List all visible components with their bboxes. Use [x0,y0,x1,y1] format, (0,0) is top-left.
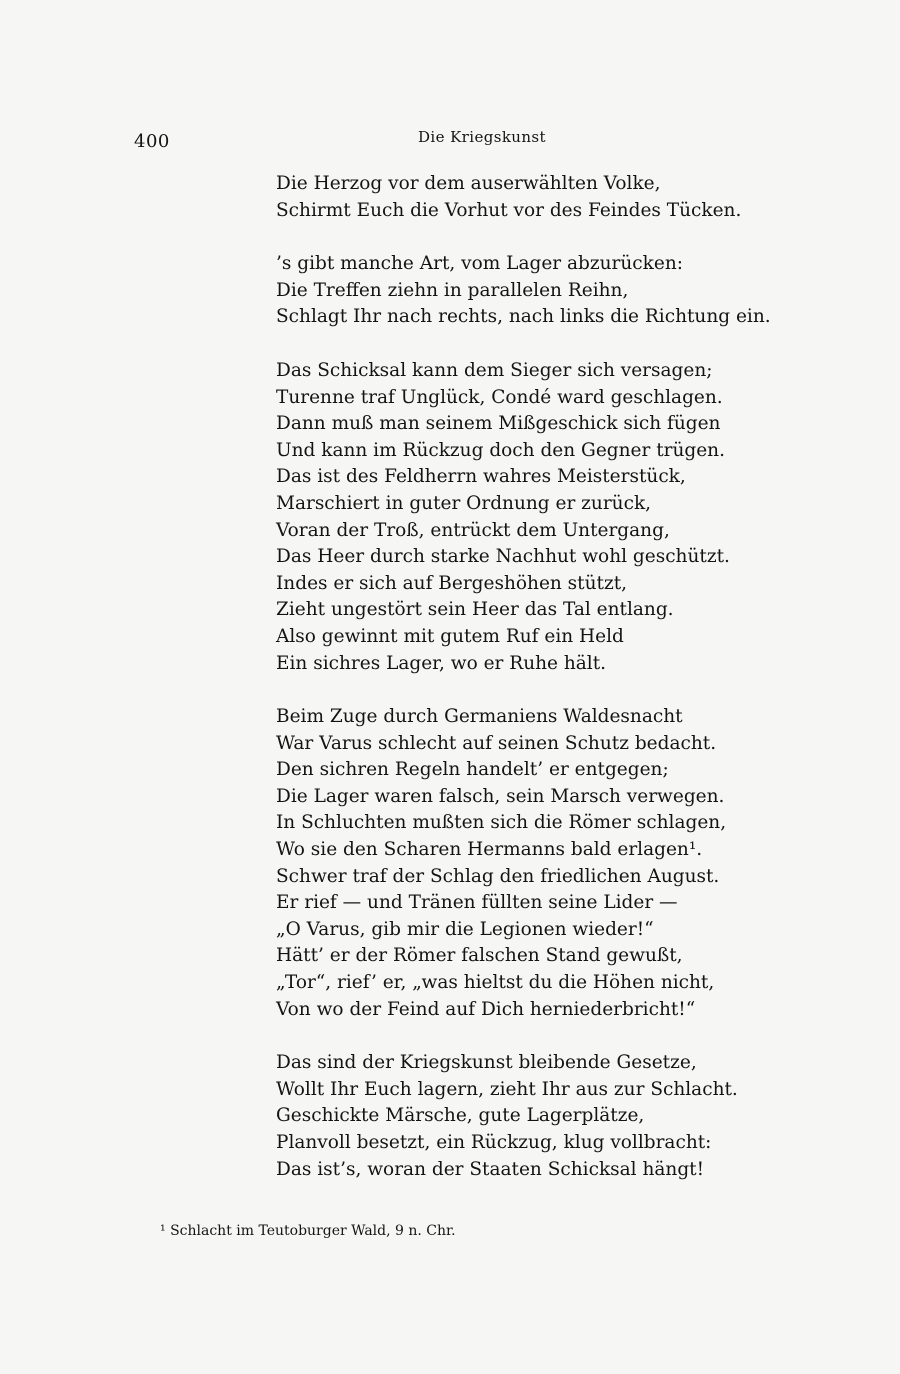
verse-line: Von wo der Feind auf Dich herniederbricht!“ [276,998,696,1020]
stanza [276,171,742,224]
verse-line: Geschickte Märsche, gute Lagerplätze, [276,1105,645,1127]
footnote: ¹ Schlacht im Teutoburger Wald, 9 n. Chr. [160,1223,456,1239]
verse-line: In Schluchten mußten sich die Römer schlagen, [276,812,727,834]
verse-line: Das ist’s, woran der Staaten Schicksal hängt! [276,1158,705,1180]
verse-line: Das ist des Feldherrn wahres Meisterstück, [276,466,686,488]
verse-line: Wollt Ihr Euch lagern, zieht Ihr aus zur Schlacht. [276,1078,738,1100]
verse-line: Ein sichres Lager, wo er Ruhe hält. [276,652,607,674]
running-title: Die Kriegskunst [418,128,546,146]
verse-line: Beim Zuge durch Germaniens Waldesnacht [276,706,683,728]
verse-line: „Tor“, rief’ er, „was hieltst du die Höhen nicht, [276,972,715,994]
stanza [276,358,730,677]
stanza [276,1050,738,1183]
verse-line: Planvoll besetzt, ein Rückzug, klug vollbracht: [276,1132,712,1153]
verse-line: Und kann im Rückzug doch den Gegner trügen. [276,439,725,461]
verse-line: Voran der Troß, entrückt dem Untergang, [276,519,670,541]
verse-line: War Varus schlecht auf seinen Schutz bedacht. [276,732,717,754]
verse-line: Er rief — und Tränen füllten seine Lider — [276,892,678,914]
verse-line: Dann muß man seinem Mißgeschick sich fügen [276,413,721,435]
verse-line: Das sind der Kriegskunst bleibende Gesetze, [276,1052,697,1074]
verse-line: Den sichren Regeln handelt’ er entgegen; [276,759,669,781]
verse-line: Wo sie den Scharen Hermanns bald erlagen¹. [276,839,703,861]
page-number: 400 [134,131,170,152]
verse-line: Das Heer durch starke Nachhut wohl geschützt. [276,546,730,568]
verse-line: Hätt’ er der Römer falschen Stand gewußt, [276,945,683,967]
verse-line: Schirmt Euch die Vorhut vor des Feindes Tücken. [276,199,742,221]
verse-line: Schlagt Ihr nach rechts, nach links die Richtung ein. [276,306,771,328]
verse-line: Schwer traf der Schlag den friedlichen August. [276,865,720,887]
verse-line: „O Varus, gib mir die Legionen wieder!“ [276,918,654,940]
verse-line: Turenne traf Unglück, Condé ward geschlagen. [276,386,723,408]
verse-line: Also gewinnt mit gutem Ruf ein Held [276,625,624,647]
verse-line: Das Schicksal kann dem Sieger sich versagen; [276,359,713,381]
verse-line: Die Treffen ziehn in parallelen Reihn, [276,279,629,301]
poem-body [276,171,771,1183]
verse-line: Indes er sich auf Bergeshöhen stützt, [276,572,628,594]
verse-line: Die Lager waren falsch, sein Marsch verwegen. [276,785,725,807]
stanza [276,704,727,1023]
stanza [276,251,771,331]
verse-line: Zieht ungestört sein Heer das Tal entlang. [276,599,674,621]
verse-line: ’s gibt manche Art, vom Lager abzurücken: [276,253,683,275]
verse-line: Marschiert in guter Ordnung er zurück, [276,492,652,514]
verse-line: Die Herzog vor dem auserwählten Volke, [276,173,661,194]
